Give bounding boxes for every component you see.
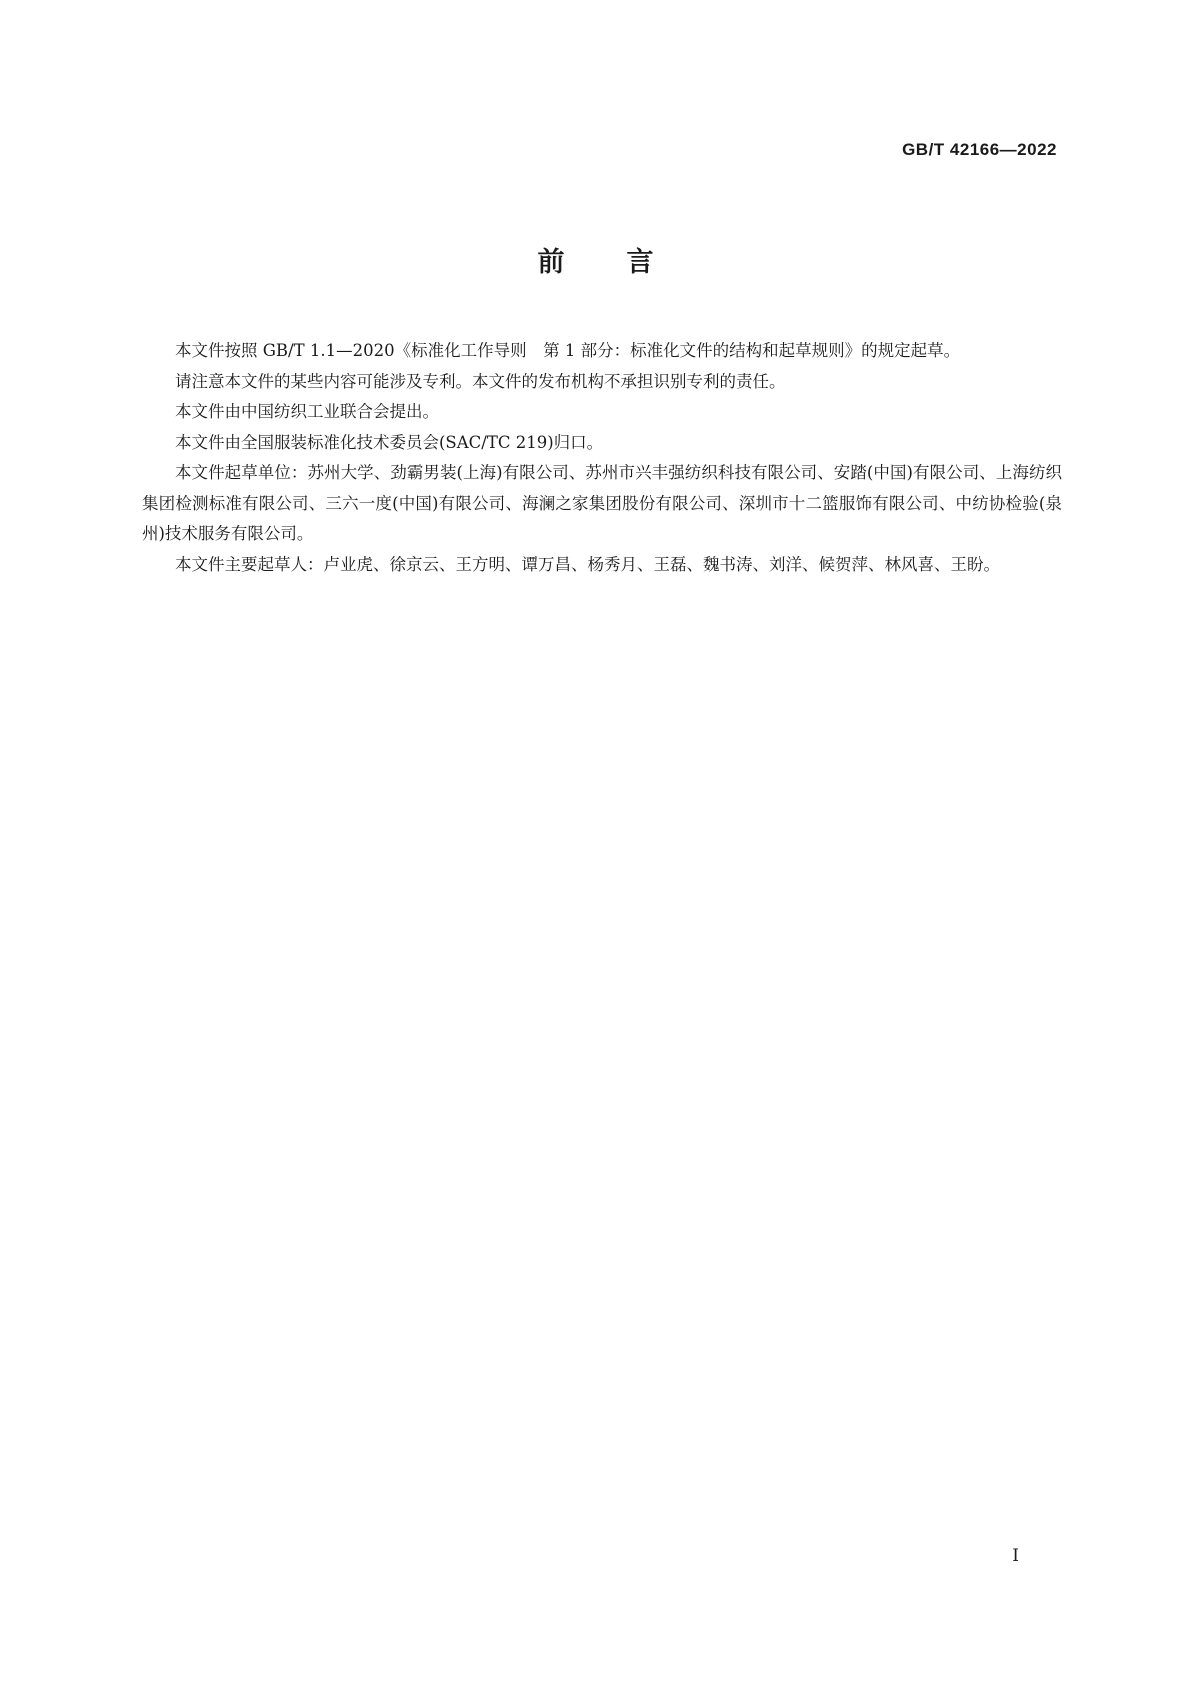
title-char-1: 前	[537, 247, 565, 278]
paragraph-under-jurisdiction: 本文件由全国服装标准化技术委员会(SAC/TC 219)归口。	[175, 432, 604, 452]
standard-code: GB/T 42166—2022	[902, 140, 1057, 159]
paragraph-proposed-by: 本文件由中国纺织工业联合会提出。	[175, 402, 439, 421]
foreword-body	[142, 336, 1062, 580]
title-char-2: 言	[626, 247, 654, 278]
paragraph-drafting-organizations: 本文件起草单位：苏州大学、劲霸男装(上海)有限公司、苏州市兴丰强纺织科技有限公司、安踏(中国)有限公司、上海纺织集团检测标准有限公司、三六一度(中国)有限公司、海澜之家集团股份有限公司、深圳市十二篮服饰有限公司、中纺协检验(泉州)技术服务有限公司。	[142, 463, 1062, 543]
paragraph-main-drafters: 本文件主要起草人：卢业虎、徐京云、王方明、谭万昌、杨秀月、王磊、魏书涛、刘洋、候贺萍、林风喜、王盼。	[175, 554, 1000, 574]
page-title	[0, 240, 1191, 279]
page-number: I	[1012, 1546, 1019, 1566]
paragraph-patent-notice: 请注意本文件的某些内容可能涉及专利。本文件的发布机构不承担识别专利的责任。	[175, 371, 786, 391]
paragraph-drafting-rules: 本文件按照 GB/T 1.1—2020《标准化工作导则 第 1 部分：标准化文件的结构和起草规则》的规定起草。	[175, 341, 961, 360]
